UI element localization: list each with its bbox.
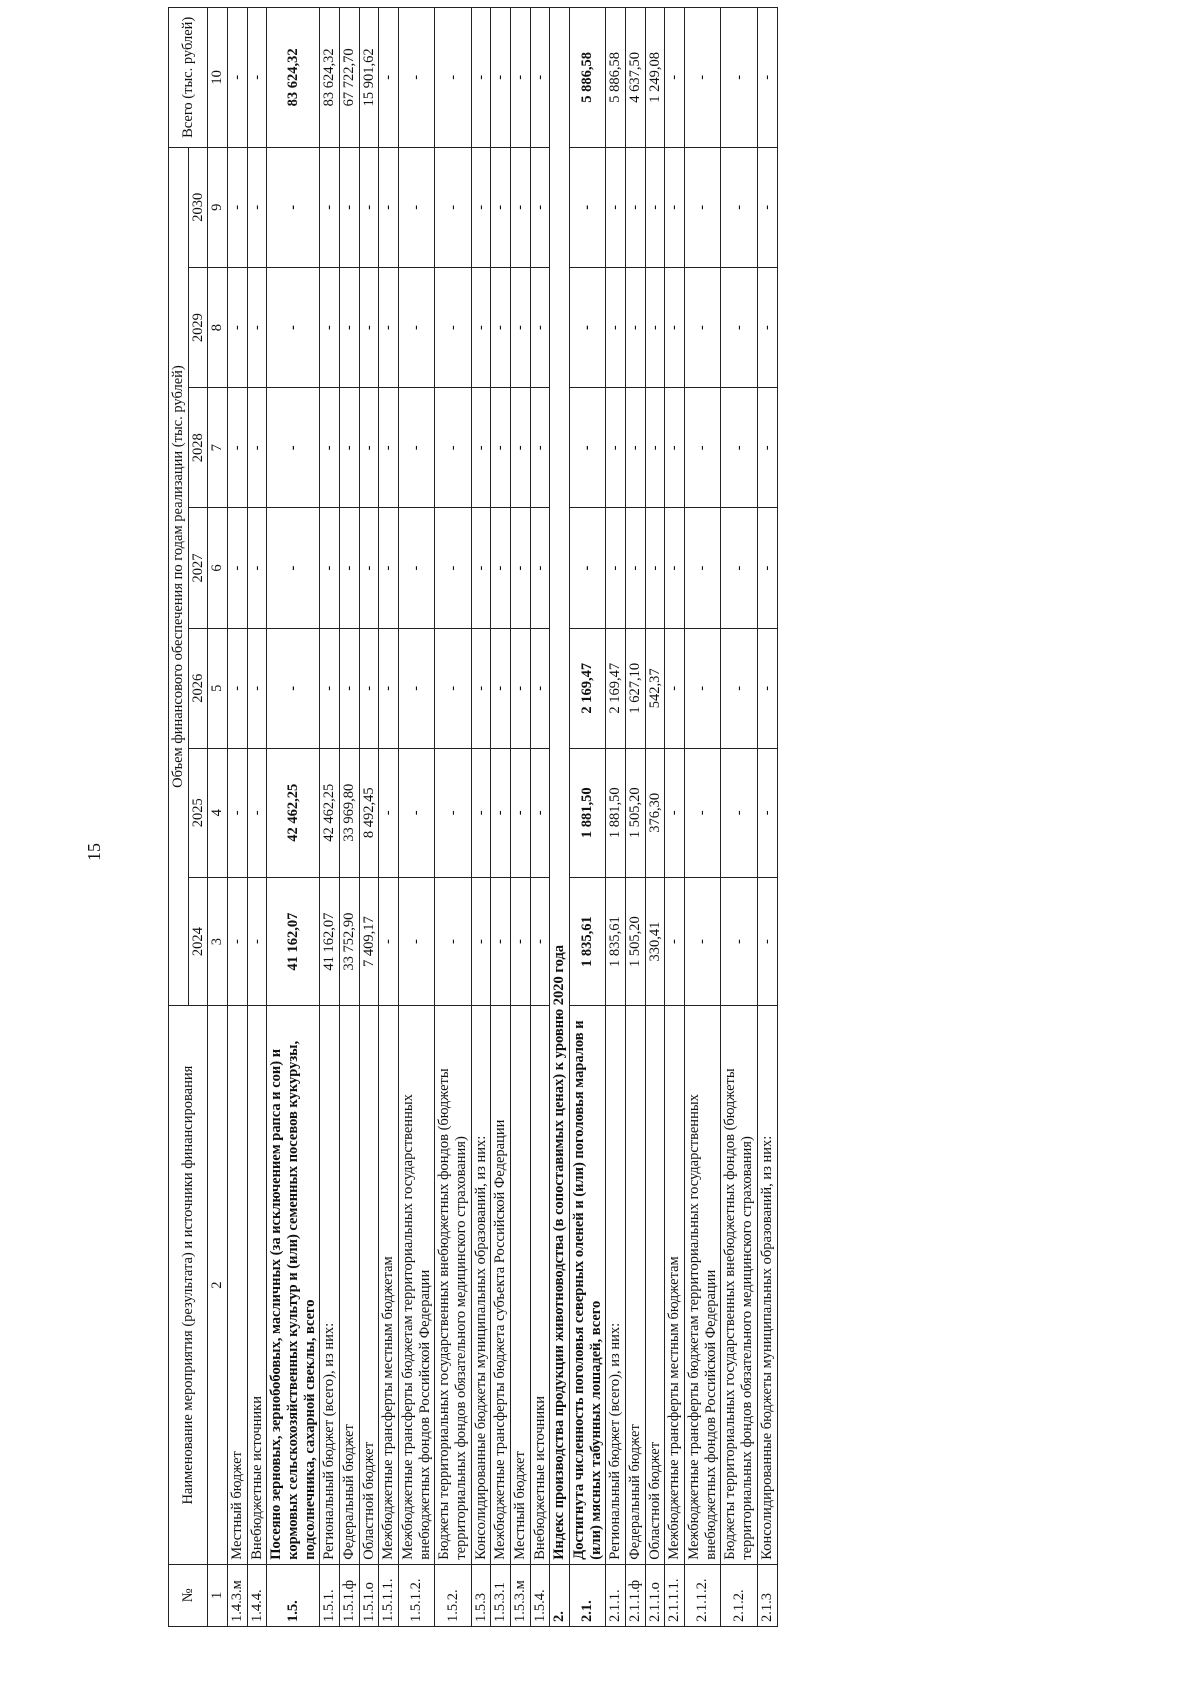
row-value: - xyxy=(471,147,491,267)
row-name: Посеяно зерновых, зернобобовых, масличных (за исключением рапса и сои) и кормовых сельскохозяйственных культур и (или) семенных посевов кукурузы, подсолнечника, сахарной свеклы, всего xyxy=(267,1006,320,1564)
row-name: Межбюджетные трансферты местным бюджетам xyxy=(665,1006,685,1564)
table-row xyxy=(645,8,665,1627)
row-value: - xyxy=(665,388,685,508)
column-number: 5 xyxy=(208,628,228,748)
row-value: - xyxy=(570,508,606,628)
row-value: - xyxy=(721,508,757,628)
row-value: - xyxy=(606,147,626,267)
row-value: - xyxy=(471,267,491,387)
row-value: 1 505,20 xyxy=(626,748,646,877)
header-year: 2024 xyxy=(188,877,208,1006)
row-value: - xyxy=(685,267,721,387)
row-code: 1.5. xyxy=(267,1564,320,1626)
row-value: 1 627,10 xyxy=(626,628,646,748)
row-value: - xyxy=(685,748,721,877)
table-row xyxy=(435,8,471,1627)
row-name: Внебюджетные источники xyxy=(247,1006,267,1564)
row-value: 4 637,50 xyxy=(626,8,646,148)
row-value: - xyxy=(511,508,531,628)
row-value: - xyxy=(626,267,646,387)
row-value: - xyxy=(267,267,320,387)
row-value: - xyxy=(247,267,267,387)
row-value: - xyxy=(247,748,267,877)
row-value: - xyxy=(511,628,531,748)
row-value: - xyxy=(267,508,320,628)
row-value: - xyxy=(530,388,550,508)
row-value: - xyxy=(320,147,340,267)
row-code: 2.1.1.2. xyxy=(685,1564,721,1626)
row-value: - xyxy=(399,8,435,148)
row-value: - xyxy=(359,388,379,508)
funding-table xyxy=(168,7,778,1627)
row-value: - xyxy=(685,8,721,148)
row-name: Межбюджетные трансферты бюджетам территориальных государственных внебюджетных фондов Российской Федерации xyxy=(399,1006,435,1564)
table-row xyxy=(359,8,379,1627)
row-value: - xyxy=(645,388,665,508)
header-year: 2030 xyxy=(188,147,208,267)
row-name: Межбюджетные трансферты бюджета субъекта Российской Федерации xyxy=(491,1006,511,1564)
row-value: - xyxy=(435,748,471,877)
row-value: 1 881,50 xyxy=(606,748,626,877)
row-code: 2.1. xyxy=(570,1564,606,1626)
row-code: 2.1.1. xyxy=(606,1564,626,1626)
table-row xyxy=(340,8,360,1627)
row-value: 8 492,45 xyxy=(359,748,379,877)
row-name: Бюджеты территориальных государственных внебюджетных фондов (бюджеты территориальных фондов обязательного медицинского страхования) xyxy=(721,1006,757,1564)
row-value: 330,41 xyxy=(645,877,665,1006)
row-value: - xyxy=(399,877,435,1006)
row-value: - xyxy=(340,267,360,387)
row-value: - xyxy=(491,748,511,877)
row-value: - xyxy=(267,628,320,748)
row-value: - xyxy=(757,748,777,877)
row-value: - xyxy=(340,508,360,628)
row-value: - xyxy=(399,388,435,508)
row-value: - xyxy=(399,508,435,628)
row-value: - xyxy=(379,147,399,267)
table-row xyxy=(267,8,320,1627)
row-value: 2 169,47 xyxy=(570,628,606,748)
header-total: Всего (тыс. рублей) xyxy=(169,8,208,148)
row-name: Бюджеты территориальных государственных внебюджетных фондов (бюджеты территориальных фондов обязательного медицинского страхования) xyxy=(435,1006,471,1564)
row-name: Областной бюджет xyxy=(645,1006,665,1564)
row-value: - xyxy=(399,267,435,387)
row-value: - xyxy=(530,628,550,748)
row-value: - xyxy=(721,388,757,508)
row-value: - xyxy=(228,748,248,877)
row-value: - xyxy=(757,877,777,1006)
row-code: 1.5.2. xyxy=(435,1564,471,1626)
row-value: 1 505,20 xyxy=(626,877,646,1006)
table-body xyxy=(208,8,777,1627)
row-value: - xyxy=(721,877,757,1006)
row-code: 2.1.1.ф xyxy=(626,1564,646,1626)
row-value: 1 835,61 xyxy=(570,877,606,1006)
row-value: - xyxy=(665,877,685,1006)
row-value: - xyxy=(665,267,685,387)
table-row xyxy=(626,8,646,1627)
row-value: - xyxy=(511,877,531,1006)
row-value: - xyxy=(228,877,248,1006)
row-value: - xyxy=(491,8,511,148)
row-code: 2.1.1.о xyxy=(645,1564,665,1626)
table-row xyxy=(511,8,531,1627)
row-value: - xyxy=(511,267,531,387)
row-name: Федеральный бюджет xyxy=(626,1006,646,1564)
row-value: - xyxy=(511,748,531,877)
row-value: - xyxy=(228,388,248,508)
table-row xyxy=(320,8,340,1627)
row-value: - xyxy=(228,628,248,748)
row-value: - xyxy=(665,147,685,267)
row-value: - xyxy=(471,508,491,628)
row-value: - xyxy=(491,877,511,1006)
row-code: 1.5.3.м xyxy=(511,1564,531,1626)
row-value: - xyxy=(685,147,721,267)
row-value: - xyxy=(757,8,777,148)
table-row xyxy=(247,8,267,1627)
row-name: Внебюджетные источники xyxy=(530,1006,550,1564)
row-code: 2.1.2. xyxy=(721,1564,757,1626)
row-name: Региональный бюджет (всего), из них: xyxy=(320,1006,340,1564)
row-value: - xyxy=(530,877,550,1006)
row-value: 42 462,25 xyxy=(267,748,320,877)
table-row xyxy=(685,8,721,1627)
row-code: 1.5.1.1. xyxy=(379,1564,399,1626)
row-value: 5 886,58 xyxy=(570,8,606,148)
row-value: - xyxy=(530,508,550,628)
row-value: - xyxy=(399,628,435,748)
section-row xyxy=(550,8,570,1627)
row-value: 33 969,80 xyxy=(340,748,360,877)
row-value: - xyxy=(399,147,435,267)
table-row xyxy=(399,8,435,1627)
row-value: - xyxy=(757,267,777,387)
row-value: - xyxy=(399,748,435,877)
column-number: 6 xyxy=(208,508,228,628)
row-value: - xyxy=(757,628,777,748)
header-name: Наименование мероприятия (результата) и источники финансирования xyxy=(169,1006,208,1564)
header-year: 2028 xyxy=(188,388,208,508)
row-value: - xyxy=(435,628,471,748)
row-value: - xyxy=(491,508,511,628)
row-value: - xyxy=(435,147,471,267)
row-value: - xyxy=(379,508,399,628)
table-row xyxy=(228,8,248,1627)
row-value: - xyxy=(228,267,248,387)
row-value: 7 409,17 xyxy=(359,877,379,1006)
row-code: 1.5.4. xyxy=(530,1564,550,1626)
row-value: 542,37 xyxy=(645,628,665,748)
header-year: 2027 xyxy=(188,508,208,628)
row-value: - xyxy=(247,147,267,267)
row-value: - xyxy=(359,267,379,387)
table-row xyxy=(757,8,777,1627)
row-value: - xyxy=(491,628,511,748)
row-name: Межбюджетные трансферты бюджетам территориальных государственных внебюджетных фондов Российской Федерации xyxy=(685,1006,721,1564)
table-row xyxy=(665,8,685,1627)
header-year: 2026 xyxy=(188,628,208,748)
row-value: - xyxy=(340,147,360,267)
row-value: - xyxy=(645,267,665,387)
row-name: Консолидированные бюджеты муниципальных образований, из них: xyxy=(471,1006,491,1564)
row-value: 33 752,90 xyxy=(340,877,360,1006)
column-number: 2 xyxy=(208,1006,228,1564)
row-name: Местный бюджет xyxy=(228,1006,248,1564)
row-value: - xyxy=(606,267,626,387)
row-value: - xyxy=(530,267,550,387)
row-value: - xyxy=(606,508,626,628)
row-value: - xyxy=(379,628,399,748)
row-code: 1.4.3.м xyxy=(228,1564,248,1626)
row-name: Федеральный бюджет xyxy=(340,1006,360,1564)
row-value: - xyxy=(721,147,757,267)
row-code: 1.5.3 xyxy=(471,1564,491,1626)
row-value: - xyxy=(247,628,267,748)
row-value: 67 722,70 xyxy=(340,8,360,148)
row-value: 41 162,07 xyxy=(320,877,340,1006)
row-value: - xyxy=(471,628,491,748)
row-value: - xyxy=(247,8,267,148)
row-value: - xyxy=(530,8,550,148)
row-value: - xyxy=(359,147,379,267)
row-value: - xyxy=(435,877,471,1006)
section-code: 2. xyxy=(550,1564,570,1626)
row-value: - xyxy=(665,748,685,877)
row-name: Областной бюджет xyxy=(359,1006,379,1564)
row-value: - xyxy=(721,267,757,387)
row-value: 41 162,07 xyxy=(267,877,320,1006)
row-value: - xyxy=(757,508,777,628)
row-value: - xyxy=(247,388,267,508)
row-code: 1.5.3.1 xyxy=(491,1564,511,1626)
row-value: - xyxy=(471,388,491,508)
row-value: - xyxy=(606,388,626,508)
row-value: - xyxy=(511,388,531,508)
row-value: - xyxy=(511,8,531,148)
row-value: - xyxy=(570,147,606,267)
table-row xyxy=(471,8,491,1627)
row-value: 1 835,61 xyxy=(606,877,626,1006)
row-name: Консолидированные бюджеты муниципальных образований, из них: xyxy=(757,1006,777,1564)
row-value: - xyxy=(685,508,721,628)
row-value: 83 624,32 xyxy=(320,8,340,148)
row-value: - xyxy=(379,748,399,877)
header-year: 2025 xyxy=(188,748,208,877)
row-value: - xyxy=(665,628,685,748)
row-name: Межбюджетные трансферты местным бюджетам xyxy=(379,1006,399,1564)
row-name: Достигнута численность поголовья северных оленей и (или) поголовья маралов и (или) мясных табунных лошадей, всего xyxy=(570,1006,606,1564)
row-value: - xyxy=(379,8,399,148)
row-value: - xyxy=(570,267,606,387)
row-value: - xyxy=(471,877,491,1006)
row-value: - xyxy=(685,628,721,748)
row-code: 1.4.4. xyxy=(247,1564,267,1626)
table-row xyxy=(491,8,511,1627)
table-row xyxy=(379,8,399,1627)
row-name: Местный бюджет xyxy=(511,1006,531,1564)
column-number: 9 xyxy=(208,147,228,267)
row-value: - xyxy=(491,147,511,267)
row-value: - xyxy=(435,8,471,148)
row-value: - xyxy=(665,8,685,148)
row-value: - xyxy=(320,628,340,748)
row-value: - xyxy=(721,8,757,148)
row-value: - xyxy=(320,388,340,508)
row-code: 1.5.1. xyxy=(320,1564,340,1626)
header-funding: Объем финансового обеспечения по годам реализации (тыс. рублей) xyxy=(169,147,189,1006)
row-value: 1 881,50 xyxy=(570,748,606,877)
row-value: - xyxy=(626,388,646,508)
row-value: - xyxy=(379,267,399,387)
row-value: - xyxy=(340,628,360,748)
row-value: - xyxy=(626,147,646,267)
row-value: 1 249,08 xyxy=(645,8,665,148)
row-value: - xyxy=(491,267,511,387)
column-numbers-row xyxy=(208,8,228,1627)
row-code: 1.5.1.ф xyxy=(340,1564,360,1626)
row-value: - xyxy=(247,508,267,628)
table-row xyxy=(721,8,757,1627)
row-code: 2.1.1.1. xyxy=(665,1564,685,1626)
row-value: 376,30 xyxy=(645,748,665,877)
row-value: - xyxy=(228,8,248,148)
table-row xyxy=(530,8,550,1627)
row-value: 5 886,58 xyxy=(606,8,626,148)
column-number: 8 xyxy=(208,267,228,387)
row-value: - xyxy=(757,388,777,508)
table-row xyxy=(570,8,606,1627)
row-value: - xyxy=(435,508,471,628)
row-value: 83 624,32 xyxy=(267,8,320,148)
row-value: - xyxy=(340,388,360,508)
header-year: 2029 xyxy=(188,267,208,387)
row-value: - xyxy=(645,508,665,628)
row-value: - xyxy=(379,388,399,508)
row-code: 1.5.1.о xyxy=(359,1564,379,1626)
row-value: - xyxy=(379,877,399,1006)
row-value: - xyxy=(435,267,471,387)
row-value: - xyxy=(320,508,340,628)
row-value: - xyxy=(435,388,471,508)
table-row xyxy=(606,8,626,1627)
row-value: - xyxy=(471,748,491,877)
section-title: Индекс производства продукции животноводства (в сопоставимых ценах) к уровню 2020 года xyxy=(550,8,570,1565)
row-value: - xyxy=(721,748,757,877)
row-value: - xyxy=(721,628,757,748)
column-number: 3 xyxy=(208,877,228,1006)
row-value: - xyxy=(626,508,646,628)
row-value: - xyxy=(359,508,379,628)
row-value: - xyxy=(247,877,267,1006)
row-value: - xyxy=(267,147,320,267)
row-code: 1.5.1.2. xyxy=(399,1564,435,1626)
row-code: 2.1.3 xyxy=(757,1564,777,1626)
row-name: Региональный бюджет (всего), из них: xyxy=(606,1006,626,1564)
row-value: - xyxy=(757,147,777,267)
row-value: - xyxy=(685,877,721,1006)
row-value: - xyxy=(511,147,531,267)
header-number: № xyxy=(169,1564,208,1626)
rotated-table-container xyxy=(168,7,1158,1627)
column-number: 1 xyxy=(208,1564,228,1626)
row-value: - xyxy=(471,8,491,148)
row-value: - xyxy=(530,748,550,877)
row-value: - xyxy=(530,147,550,267)
row-value: 2 169,47 xyxy=(606,628,626,748)
row-value: - xyxy=(228,508,248,628)
row-value: - xyxy=(359,628,379,748)
column-number: 10 xyxy=(208,8,228,148)
row-value: - xyxy=(570,388,606,508)
page-number: 15 xyxy=(84,843,104,861)
row-value: - xyxy=(228,147,248,267)
column-number: 4 xyxy=(208,748,228,877)
row-value: - xyxy=(685,388,721,508)
row-value: 42 462,25 xyxy=(320,748,340,877)
row-value: - xyxy=(491,388,511,508)
row-value: - xyxy=(665,508,685,628)
row-value: - xyxy=(267,388,320,508)
row-value: - xyxy=(320,267,340,387)
row-value: 15 901,62 xyxy=(359,8,379,148)
row-value: - xyxy=(645,147,665,267)
column-number: 7 xyxy=(208,388,228,508)
